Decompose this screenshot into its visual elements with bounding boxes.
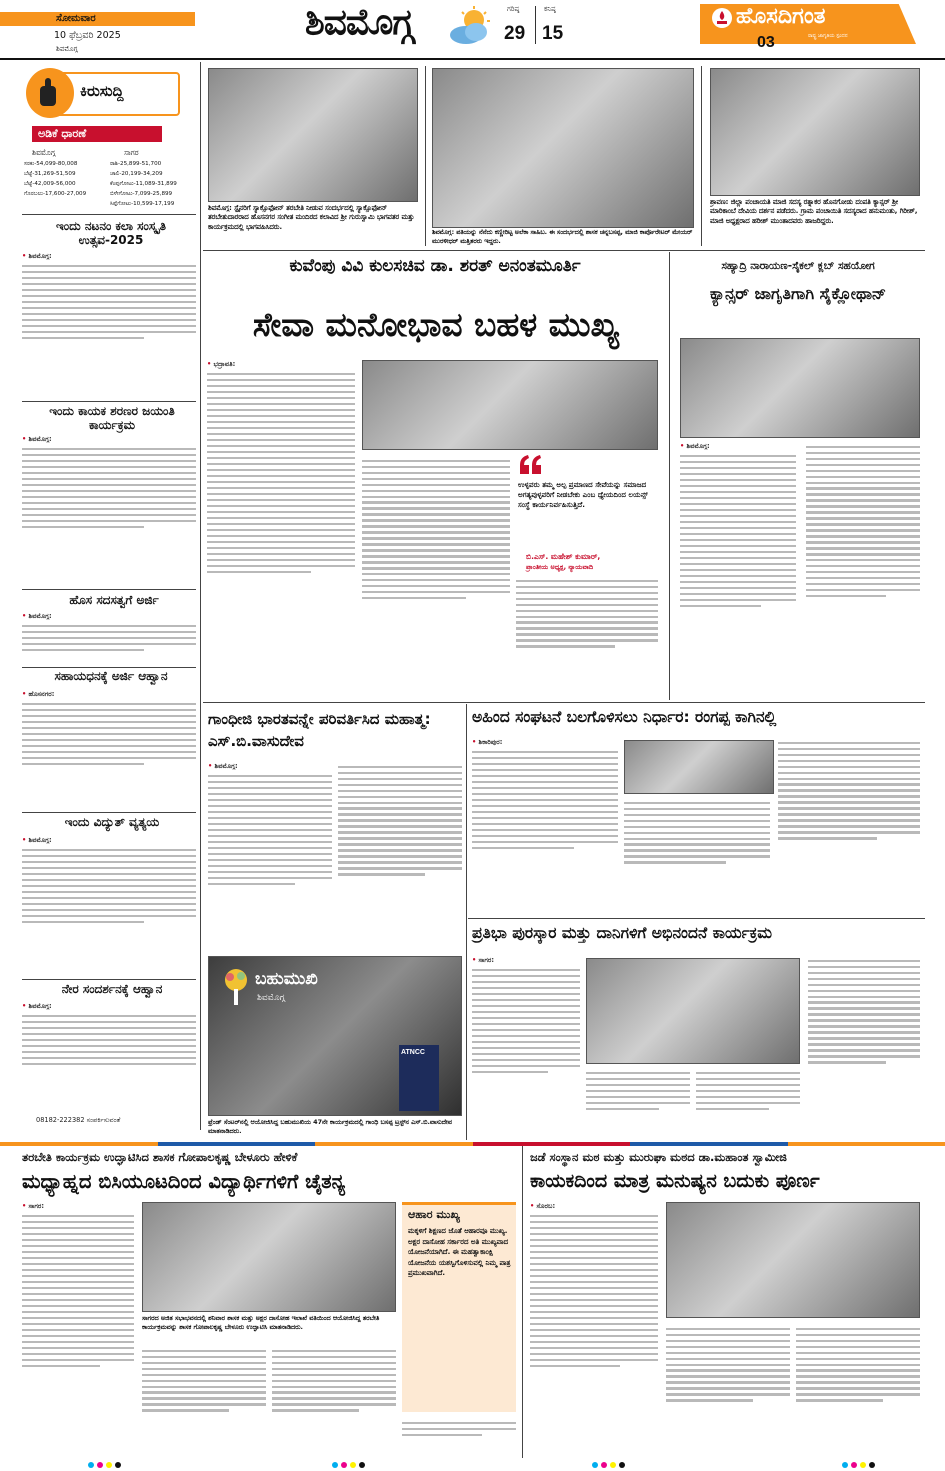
lead-col3 — [516, 576, 658, 696]
hand-icon — [26, 68, 74, 118]
sidebar-divider — [22, 401, 196, 402]
award-dateline: ಸಾಗರ: — [478, 956, 495, 964]
ahinda-col2 — [624, 798, 770, 914]
photo-cyclothon — [680, 338, 920, 438]
lead-headline: ಸೇವಾ ಮನೋಭಾವ ಬಹಳ ಮುಖ್ಯ — [252, 305, 620, 344]
photo-lions — [362, 360, 658, 450]
market-b: ಸಾಗರ — [124, 148, 139, 157]
temp-max: 29 — [504, 23, 526, 44]
price-row: ಸರಕು-54,099-80,008 — [24, 161, 78, 167]
temp-max-label: ಗರಿಷ್ಠ — [507, 5, 520, 13]
caption-saxophone: ಶಿವಮೊಗ್ಗ: ಸ್ಟೈನರಿಗೆ ಸ್ಯಾಕ್ಸೊಫೋನ್ ತರಬೇತಿ ನೀಡುವ ಸಂದರ್ಭದಲ್ಲಿ ಸ್ಯಾಕ್ಸೊಫೋನ್ ತರಬೇತುದಾರರಾದ ಹೊಸನಗರ ಸಂಗೀತ ಮಂದಿರದ ಕಲಾವಿದ ಶ್ರೀ ಗುರುಸ್ವಾಮಿ ಭಾಗವತರ ಮತ್ತು ಕಾರ್ಯಕ್ರಮದಲ್ಲಿ ಭಾಗವಹಿಸಿದರು. — [208, 204, 415, 231]
award-col4 — [808, 956, 920, 1140]
arecanut-header — [32, 126, 162, 142]
photo-award — [586, 958, 800, 1064]
brief4-body: • ಹೊಸನಗರ: — [22, 690, 196, 810]
brief1-body: • ಶಿವಮೊಗ್ಗ: — [22, 252, 196, 402]
kayaka-headline: ಕಾಯಕದಿಂದ ಮಾತ್ರ ಮನುಷ್ಯನ ಬದುಕು ಪೂರ್ಣ — [530, 1170, 820, 1192]
masthead-date: 10 ಫೆಬ್ರವರಿ 2025 — [54, 30, 121, 41]
sidebar — [22, 64, 196, 1128]
brief5-title: ಇಂದು ವಿದ್ಯುತ್ ವ್ಯತ್ಯಯ — [64, 815, 160, 829]
kayaka-col3 — [796, 1324, 920, 1458]
gandhi-col2 — [338, 762, 462, 952]
award-headline: ಪ್ರತಿಭಾ ಪುರಸ್ಕಾರ ಮತ್ತು ದಾನಿಗಳಿಗೆ ಅಭಿನಂದನೆ ಕಾರ್ಯಕ್ರಮ — [472, 924, 773, 942]
lead-quote-role: ಪ್ರಾಂತೀಯ ಅಧ್ಯಕ್ಷ, ನ್ಯಾಯವಾದಿ — [526, 563, 594, 571]
temp-divider — [535, 6, 536, 44]
brief4-dateline: ಹೊಸನಗರ: — [28, 690, 55, 698]
cancer-kicker: ಸಹ್ಯಾದ್ರಿ ನಾರಾಯಣ-ಸೈಕಲ್ ಕ್ಲಬ್ ಸಹಯೋಗ — [721, 260, 875, 272]
midday-headline: ಮಧ್ಯಾಹ್ನದ ಬಿಸಿಯೂಟದಿಂದ ವಿದ್ಯಾರ್ಥಿಗಳಿಗೆ ಚೈತನ್ಯ — [22, 1170, 346, 1193]
column-rule — [701, 66, 702, 246]
brief3-title: ಹೊಸ ಸದಸತ್ವಗೆ ಅರ್ಜಿ — [69, 593, 159, 607]
cancer-col1: • ಶಿವಮೊಗ್ಗ: — [680, 442, 796, 697]
brief1-dateline: ಶಿವಮೊಗ್ಗ: — [28, 252, 52, 260]
price-row: ರಾಶಿ-25,899-51,700 — [110, 161, 162, 167]
price-row: ಗೊರಬಲು-17,600-27,009 — [24, 191, 87, 197]
midday-dateline: ಸಾಗರ: — [28, 1202, 45, 1210]
color-bar — [0, 1142, 945, 1146]
price-row: ಬೆಟ್ಟೆ-42,009-56,000 — [24, 181, 76, 187]
registration-dots — [88, 1462, 121, 1468]
banner-subtitle: ಶಿವಮೊಗ್ಗ — [257, 993, 285, 1003]
price-row: ಬೆಟ್ಟೆ-31,269-51,509 — [24, 171, 76, 177]
brief4-title: ಸಹಾಯಧನಕ್ಕೆ ಅರ್ಜಿ ಆಹ್ವಾನ — [54, 669, 168, 683]
midday-col1: • ಸಾಗರ: — [22, 1202, 134, 1457]
temp-min-label: ಕನಿಷ್ಠ — [544, 5, 556, 13]
brief2-title: ಇಂದು ಕಾಯಕ ಶರಣರ ಜಯಂತಿ ಕಾರ್ಯಕ್ರಮ — [49, 404, 175, 432]
podium-label: ATNCC — [401, 1049, 425, 1056]
quote-mark-icon — [518, 454, 544, 476]
photo-kayaka — [666, 1202, 920, 1318]
temp-min: 15 — [542, 23, 564, 44]
column-rule — [466, 704, 467, 1140]
food-box-text: ಮಕ್ಕಳಿಗೆ ಶಿಕ್ಷಣದ ಜೊತೆ ಆಹಾರವೂ ಮುಖ್ಯ. ಅಕ್ಷರ ದಾಸೋಹ ಸರ್ಕಾರದ ಅತಿ ಮುಖ್ಯವಾದ ಯೋಜನೆಯಾಗಿದೆ. ಈ ಮಹತ್ವಾಕಾಂಕ್ಷಿ ಯೋಜನೆಯ ಯಶಸ್ವಿಗೊಳಿಸುವಲ್ಲಿ ನಿಮ್ಮ ಪಾತ್ರ ಪ್ರಮುಖವಾಗಿದೆ. — [408, 1227, 511, 1277]
masthead-rule — [0, 58, 945, 60]
market-a: ಶಿವಮೊಗ್ಗ — [32, 148, 56, 157]
lead-col1: • ಭದ್ರಾವತಿ: — [207, 360, 355, 695]
masthead-place: ಶಿವಮೊಗ್ಗ — [56, 45, 78, 53]
midday-col2 — [142, 1346, 266, 1458]
gandhi-caption: ಫ್ರೆಂಡ್ ಸೆಂಟರ್‌ನಲ್ಲಿ ಆಯೋಜಿಸಿದ್ದ ಬಹುಮುಖಿಯ 47ನೇ ಕಾರ್ಯಕ್ರಮದಲ್ಲಿ ಗಾಂಧಿ ಬಸಪ್ಪ ಟ್ರಸ್ಟ್‌ನ ಎಸ್.ಬಿ.ವಾಸುದೇವ ಮಾತನಾಡಿದರು. — [208, 1118, 452, 1135]
lead-dateline: ಭದ್ರಾವತಿ: — [213, 360, 236, 368]
award-col2 — [586, 1068, 690, 1140]
brief6-phone: 08182-222382 ಸಂಪರ್ಕಿಸುವಂತೆ — [36, 1116, 121, 1124]
brief3-dateline: ಶಿವಮೊಗ್ಗ: — [28, 612, 52, 620]
gandhi-col1: • ಶಿವಮೊಗ್ಗ: — [208, 762, 332, 952]
brief2-dateline: ಶಿವಮೊಗ್ಗ: — [28, 435, 52, 443]
brief5-dateline: ಶಿವಮೊಗ್ಗ: — [28, 836, 52, 844]
ahinda-col1: • ಶಿಕಾರಿಪುರ: — [472, 738, 618, 914]
price-row: ಬಿಳೇಗೋಟು-7,099-25,899 — [110, 191, 173, 197]
prices-left — [24, 159, 114, 199]
photo-bahumukhi — [208, 956, 462, 1116]
midday-col4 — [402, 1418, 516, 1458]
photo-mourning — [432, 68, 694, 228]
cancer-dateline: ಶಿವಮೊಗ್ಗ: — [686, 442, 710, 450]
masthead-day: ಸೋಮವಾರ — [56, 13, 96, 24]
photo-midday — [142, 1202, 396, 1312]
lead-col2 — [362, 456, 510, 696]
caption-temple: ಶ್ರಾವಣ: ಜಿಲ್ಲಾ ಪಂಚಾಯತಿ ಮಾಜಿ ಸದಸ್ಯ ರತ್ನಾಕರ ಹೊನಗೋಡು ದಂಪತಿ ಕ್ಯಾನ್ಸರ್ ಶ್ರೀ ಮಾರಿಕಾಂಬೆ ದೇವಿಯ ದರ್ಶನ ಪಡೆದರು. ಗ್ರಾಮ ಪಂಚಾಯಿತಿ ಸದಸ್ಯರಾದ ಹನುಮಂತು, ಗಿರೀಶ್, ಮಾಜಿ ಅಧ್ಯಕ್ಷರಾದ ಹರೀಶ್ ಮುಂತಾದವರು ಹಾಜರಿದ್ದರು. — [710, 198, 918, 225]
midday-caption: ಸಾಗರದ ಅಜಿತ ಸಭಾಭವನದಲ್ಲಿ ಶನಿವಾರ ಶಾಸಕ ಮತ್ತು ಅಕ್ಷರ ದಾಸೋಹ ಇಲಾಖೆ ವತಿಯಿಂದ ಆಯೋಜಿಸಿದ್ದ ತರಬೇತಿ ಕಾರ್ಯಕ್ರಮವನ್ನು ಶಾಸಕ ಗೋಪಾಲಕೃಷ್ಣ ಬೇಳೂರು ಉದ್ಘಾಟಿಸಿ ಮಾತನಾಡಿದರು. — [142, 1314, 380, 1331]
cancer-col2 — [806, 442, 920, 697]
brief1-title: ಇಂದು ನಟನಂ ಕಲಾ ಸಂಸ್ಕೃತಿ ಉತ್ಸವ-2025 — [56, 219, 166, 247]
award-col3 — [696, 1068, 800, 1140]
sidebar-divider — [22, 589, 196, 590]
gandhi-headline: ಗಾಂಧೀಜಿ ಭಾರತವನ್ನೇ ಪರಿವರ್ತಿಸಿದ ಮಹಾತ್ಮ: ಎಸ್.ಬಿ.ವಾಸುದೇವ — [208, 710, 431, 750]
caption-mourning: ಶಿವಮೊಗ್ಗ: ಪತಿಯನ್ನು ನೆನೆದು ಕಣ್ಣೀರಿಟ್ಟ ಅಲೆಕಾ ಸಾಹಿಬ. ಈ ಸಂದರ್ಭದಲ್ಲಿ ಶಾಸಕ ಚನ್ನಬಸಪ್ಪ, ಮಾಜಿ ಕಾರ್ಪೊರೇಟರ್ ಮೇಯರ್ ಮುರಳೀಧರ್ ಮತ್ತಿತರರು ಇದ್ದರು. — [432, 229, 693, 245]
registration-dots — [592, 1462, 625, 1468]
sidebar-divider — [22, 214, 196, 215]
registration-dots — [332, 1462, 365, 1468]
kayaka-col2 — [666, 1324, 790, 1458]
weather-icon — [446, 6, 494, 46]
registration-dots — [842, 1462, 875, 1468]
price-row: ಕೆಂಪುಗೋಟು-11,089-31,899 — [110, 181, 177, 187]
paper-tagline: ರಾಷ್ಟ್ರ ಜಾಗೃತಿಯ ಸ್ಪಂದನ — [808, 33, 848, 39]
kayaka-kicker: ಜಡೆ ಸಂಸ್ಥಾನ ಮಠ ಮತ್ತು ಮುರುಘಾ ಮಠದ ಡಾ.ಮಹಾಂತ ಸ್ವಾಮೀಜಿ — [530, 1150, 787, 1164]
brief3-body: • ಶಿವಮೊಗ್ಗ: — [22, 612, 196, 664]
price-row: ಚಾಲಿ-20,199-34,209 — [110, 171, 163, 177]
sidebar-divider — [22, 979, 196, 980]
photo-ahinda — [624, 740, 774, 794]
masthead — [0, 0, 945, 58]
lead-kicker: ಕುವೆಂಪು ವಿವಿ ಕುಲಸಚಿವ ಡಾ. ಶರತ್ ಅನಂತಮೂರ್ತಿ — [289, 256, 581, 276]
ahinda-headline: ಅಹಿಂದ ಸಂಘಟನೆ ಬಲಗೊಳಿಸಲು ನಿರ್ಧಾರ: ರಂಗಪ್ಪ ಕಾಗಿನಲ್ಲಿ — [472, 708, 777, 726]
price-row: ಸಿಪ್ಪೆಗೋಟು-10,599-17,199 — [110, 201, 175, 207]
section-rule — [203, 250, 925, 251]
arecanut-title: ಅಡಿಕೆ ಧಾರಣೆ — [32, 126, 162, 142]
column-rule — [522, 1146, 523, 1458]
food-box-title: ಆಹಾರ ಮುಖ್ಯ — [408, 1208, 460, 1221]
sidebar-divider — [22, 812, 196, 813]
column-rule — [669, 252, 670, 700]
brief6-body: • ಶಿವಮೊಗ್ಗ: — [22, 1002, 196, 1114]
brief6-dateline: ಶಿವಮೊಗ್ಗ: — [28, 1002, 52, 1010]
banner-title: ಬಹುಮುಖಿ — [255, 969, 318, 989]
tree-logo-icon — [221, 967, 251, 1007]
lead-quote: ಉಳ್ಳವರು ತಮ್ಮ ಅಲ್ಪ ಪ್ರಮಾಣದ ಸೇವೆಯನ್ನು ಸಮಾಜದ ಅಗತ್ಯವುಳ್ಳವರಿಗೆ ನೀಡಬೇಕು ಎಂಬ ಧ್ಯೇಯದಿಂದ ಲಯನ್ಸ್ ಸಂಸ್ಥೆ ಕಾರ್ಯನಿರ್ವಹಿಸುತ್ತಿದೆ. — [518, 480, 648, 509]
brief2-body: • ಶಿವಮೊಗ್ಗ: — [22, 435, 196, 590]
city-title: ಶಿವಮೊಗ್ಗ — [305, 2, 413, 43]
ahinda-col3 — [778, 738, 920, 914]
award-col1: • ಸಾಗರ: — [472, 956, 580, 1140]
brief5-body: • ಶಿವಮೊಗ್ಗ: — [22, 836, 196, 976]
gandhi-dateline: ಶಿವಮೊಗ್ಗ: — [214, 762, 238, 770]
date-ribbon — [0, 12, 195, 26]
page-number: 03 — [757, 34, 775, 51]
photo-temple — [710, 68, 920, 196]
brief6-title: ನೇರ ಸಂದರ್ಶನಕ್ಕೆ ಆಹ್ವಾನ — [61, 982, 163, 996]
sidebar-divider — [22, 667, 196, 668]
ahinda-dateline: ಶಿಕಾರಿಪುರ: — [478, 738, 503, 746]
section-rule — [468, 918, 925, 919]
column-rule — [425, 66, 426, 246]
sidebar-rule — [200, 62, 201, 1130]
paper-name: ಹೊಸದಿಗಂತ — [736, 4, 826, 29]
photo-saxophone — [208, 68, 418, 202]
lead-quote-author: ಬಿ.ಎಸ್. ಮಹೇಶ್ ಕುಮಾರ್, — [526, 552, 601, 561]
midday-col3 — [272, 1346, 396, 1458]
section-rule — [203, 702, 925, 703]
cancer-headline: ಕ್ಯಾನ್ಸರ್ ಜಾಗೃತಿಗಾಗಿ ಸೈಕ್ಲೋಥಾನ್ — [709, 284, 887, 303]
prices-right — [110, 159, 196, 209]
brand-label: ಕಿರುಸುದ್ದಿ — [80, 82, 124, 100]
kayaka-dateline: ಸೊರಬ: — [536, 1202, 556, 1210]
lamp-icon — [712, 8, 732, 28]
kayaka-col1: • ಸೊರಬ: — [530, 1202, 658, 1457]
midday-kicker: ತರಬೇತಿ ಕಾರ್ಯಕ್ರಮ ಉದ್ಘಾಟಿಸಿದ ಶಾಸಕ ಗೋಪಾಲಕೃಷ್ಣ ಬೇಳೂರು ಹೇಳಿಕೆ — [22, 1150, 298, 1164]
